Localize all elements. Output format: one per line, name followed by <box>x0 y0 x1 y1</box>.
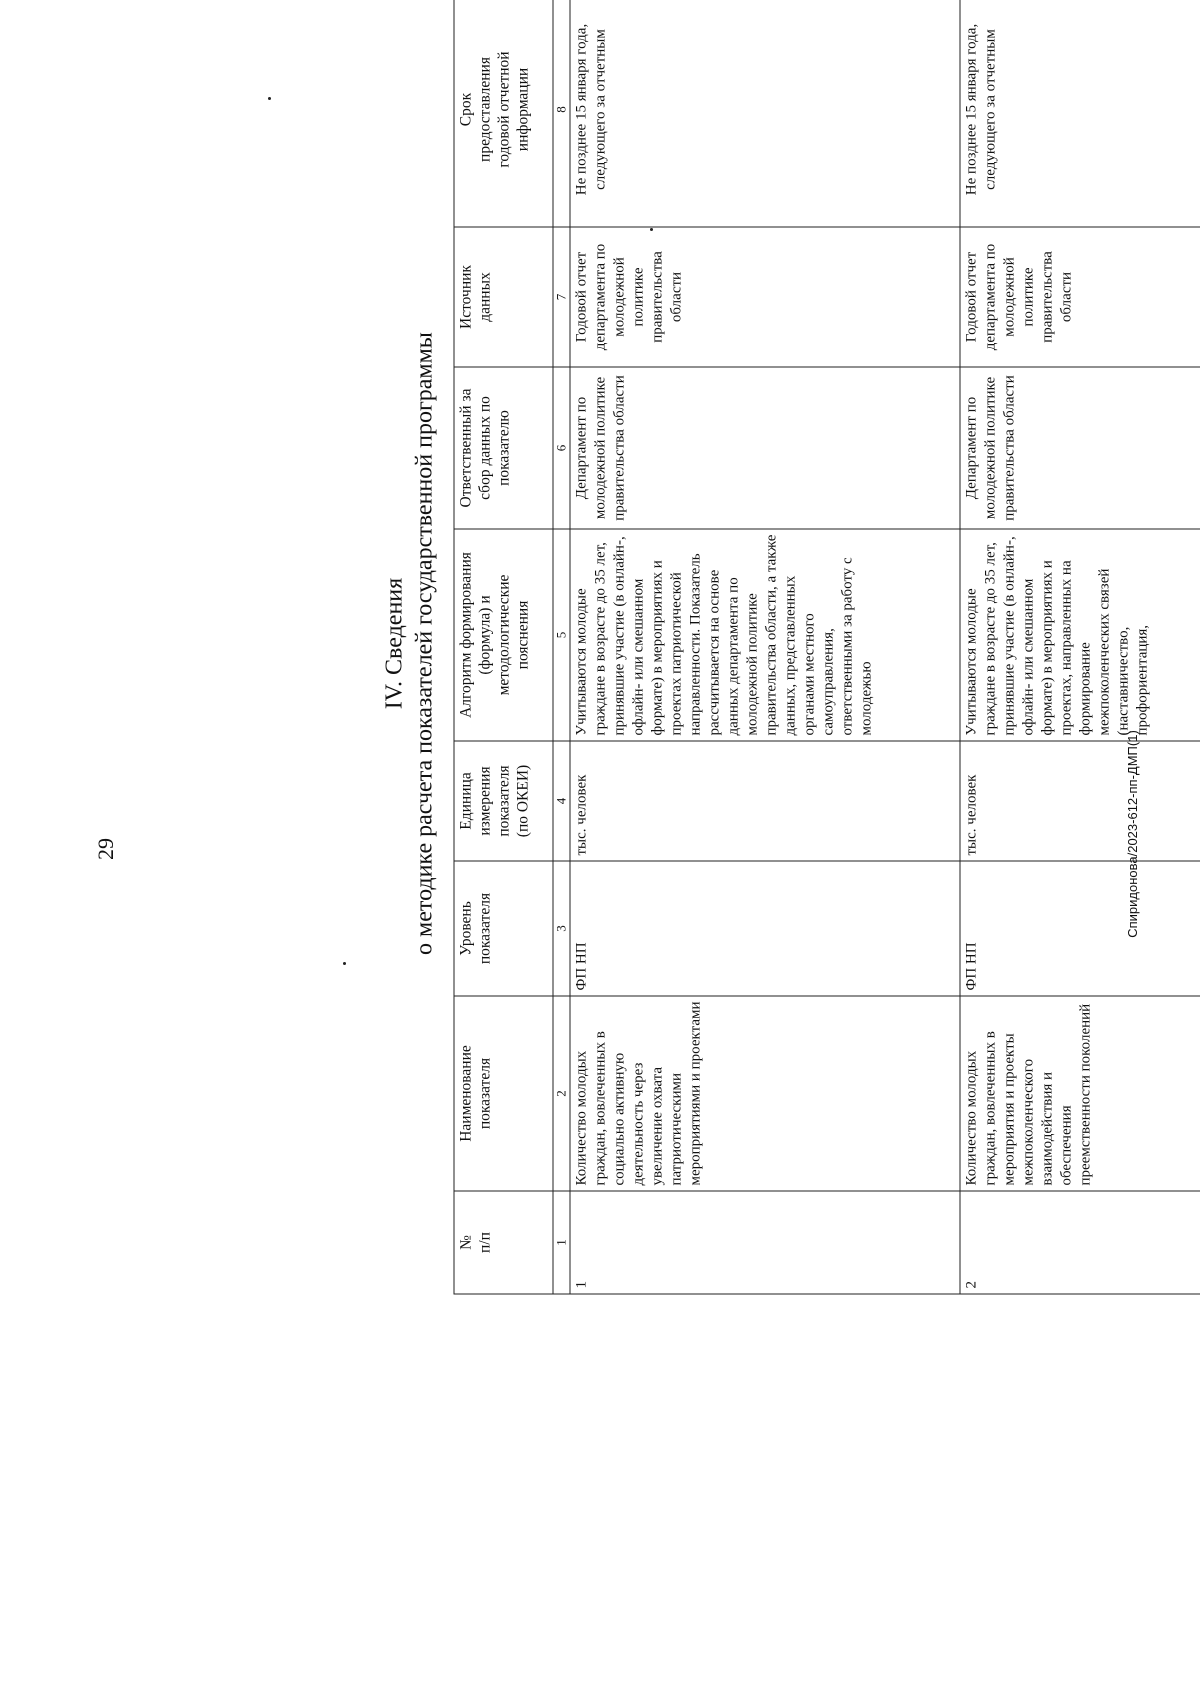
row-number: 1 <box>570 1191 960 1294</box>
indicators-table <box>453 0 1200 1294</box>
column-number: 6 <box>553 367 570 529</box>
indicator-level: ФП НП <box>960 861 1200 996</box>
column-number: 4 <box>553 741 570 861</box>
indicator-source: Годовой отчет департамента по молодежной политике правительства области <box>960 227 1200 367</box>
column-number: 2 <box>553 996 570 1191</box>
row-number: 2 <box>960 1191 1200 1294</box>
header-cell: № п/п <box>454 1191 553 1294</box>
column-number-row <box>553 0 570 1294</box>
column-number: 1 <box>553 1191 570 1294</box>
header-cell: Уровень показателя <box>454 861 553 996</box>
indicator-source: Годовой отчет департамента по молодежной политике правительства области <box>570 227 960 367</box>
indicator-deadline: Не позднее 15 января года, следующего за отчетным <box>570 0 960 227</box>
column-number: 8 <box>553 0 570 227</box>
title-line-2: о методике расчета показателей государственной программы <box>411 331 437 955</box>
rotated-content <box>377 0 1200 1294</box>
indicator-deadline: Не позднее 15 января года, следующего за отчетным <box>960 0 1200 227</box>
column-number: 3 <box>553 861 570 996</box>
header-cell: Наименование показателя <box>454 996 553 1191</box>
indicator-responsible: Департамент по молодежной политике правительства области <box>570 367 960 529</box>
column-number: 7 <box>553 227 570 367</box>
indicator-responsible: Департамент по молодежной политике правительства области <box>960 367 1200 529</box>
table-row <box>570 0 960 1294</box>
table-row <box>960 0 1200 1294</box>
header-cell: Единица измерения показателя (по ОКЕИ) <box>454 741 553 861</box>
header-cell: Ответственный за сбор данных по показателю <box>454 367 553 529</box>
indicator-algorithm: Учитываются молодые граждане в возрасте до 35 лет, принявшие участие (в онлайн-, офлайн- или смешанном формате) в мероприятиях и проектах патриотической направленности. Показатель рассчитывается на основе данных департамента по молодежной политике правительства области, а также данных, представленных органами местного самоуправления, ответственными за работу с молодежью <box>570 529 960 741</box>
document-title <box>377 0 453 1294</box>
indicator-name: Количество молодых граждан, вовлеченных в мероприятия и проекты межпоколенческого взаимодействия и обеспечения преемственности поколений <box>960 996 1200 1191</box>
header-cell: Источник данных <box>454 227 553 367</box>
indicator-name: Количество молодых граждан, вовлеченных в социально активную деятельность через увеличение охвата патриотическими мероприятиями и проектами <box>570 996 960 1191</box>
header-cell: Срок предоставления годовой отчетной информации <box>454 0 553 227</box>
document-code: Спиридонова/2023-612-пп-ДМП(1) <box>1125 730 1140 938</box>
indicator-unit: тыс. человек <box>960 741 1200 861</box>
column-number: 5 <box>553 529 570 741</box>
indicator-level: ФП НП <box>570 861 960 996</box>
page-number: 29 <box>93 838 118 860</box>
indicator-algorithm: Учитываются молодые граждане в возрасте до 35 лет, принявшие участие (в онлайн-, офлайн- или смешанном формате) в мероприятиях и проектах, направленных на формирование межпоколенческих связей (наставничество, профориентация, <box>960 529 1200 741</box>
table-header-row <box>454 0 553 1294</box>
header-cell: Алгоритм формирования (формула) и методологические пояснения <box>454 529 553 741</box>
indicator-unit: тыс. человек <box>570 741 960 861</box>
title-line-1: IV. Сведения <box>381 577 407 709</box>
scan-speck <box>343 962 346 965</box>
scan-speck <box>268 97 271 100</box>
